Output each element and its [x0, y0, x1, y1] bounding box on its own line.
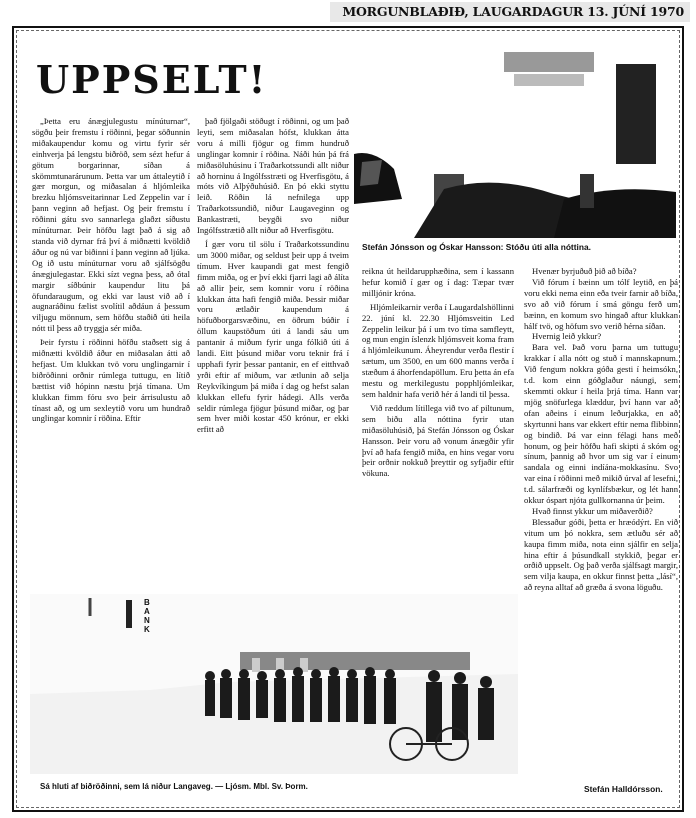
- paragraph: Blessaður góði, þetta er hræódýrt. En við vitum um þó nokkra, sem ætluðu sér að kaupa fimm miða, nota einn sjálfir en selja hina eftir á þúsundkall stykkið, þegar er orðið uppselt. Og það verða sjálfsagt margir, sem vilja kaupa, en okkur finnst þetta „lásí“, að reyna alltaf að græða á svona löguðu.: [524, 516, 678, 593]
- paragraph: Hvenær byrjuðuð þið að bíða?: [532, 266, 637, 276]
- photo-queue: [30, 594, 518, 774]
- article-column-1: [32, 116, 190, 424]
- masthead: MORGUNBLAÐIÐ, LAUGARDAGUR 13. JÚNÍ 1970: [330, 2, 690, 22]
- paragraph: Hvernig leið ykkur?: [532, 331, 602, 342]
- photo-bank-sign: BANK: [144, 598, 150, 634]
- article-column-2: [197, 116, 349, 435]
- paragraph: reikna út heildarupphæðina, sem í kassann hefur komið í gær og í dag: Tæpar tvær milljónir króna.: [362, 266, 514, 298]
- photo-caption: Sá hluti af biðröðinni, sem lá niður Langaveg. — Ljósm. Mbl. Sv. Þorm.: [40, 782, 308, 791]
- paragraph: Þeir fyrstu í röðinni höfðu staðsett sig á miðnætti kvöldið áður en miðasalan átti að hefjast. Um klukkan tvö voru unglingarnir í biðröðinni orðnir rúmlega tuttugu, en lítið bættist við hópinn næstu þrjá tímana. Um klukkan fimm fóru svo þeir árrisulustu að tínast að, og um sexleytið voru um hundrað unglingar komnir í röðina. Eftir: [32, 337, 190, 424]
- paragraph: „Þetta eru ánægjulegustu mínúturnar“, sögðu þeir fremstu í röðinni, þegar söðunnin miðakaupendur komu og virtu fyrir sér einhverja þá lengstu biðröð, sem sézt hefur á götum borgarinnar, síðan á skömmtunarárunum. Þetta var um áttaleytið í gær morgun, og miðasalan á hljómleika brezku hljómsveitarinnar Led Zeppelin var í þann veginn að hefjast. Og þeir fremstu í röðinni gátu svo sannarlega glaðzt síðustu mínúturnar. Þeir höfðu lagt það á sig að standa við dyrnar frá því á miðnætti kvöldið áður og nú var biðinni í þann veginn að ljúka. Og ið ustu mínúturnar voru að sjálfsögðu ánægjulegastar. Ekki sízt vegna þess, að ótal margir síðbúnir kaupendur litu þá öfundaraugum, og ekki var laust við að í augnaráðinu fælist svolítil aðdáun á þessum viljugu mönnum, sem höfðu staðið úti heila nótt til þess að tryggja sér miða.: [32, 116, 190, 334]
- paragraph: Við fórum í bæinn um tólf leytið, en þá voru ekki nema einn eða tveir farnir að bíða, svo að við fórum í smá göngu ferð um bæinn, en komum svo hingað aftur klukkan hálf tvö, og höfum svo verið hérna síðan.: [524, 276, 678, 331]
- photo-two-boys: [354, 34, 676, 238]
- paragraph: Hvað finnst ykkur um miðaverðið?: [532, 505, 653, 516]
- paragraph: Hljómleikarnir verða í Laugardalshöllinni 22. júní kl. 22.30 Hljómsveitin Led Zeppelin leikur þá í um tvo tíma samfleytt, og mun engin íslenzk hljómsveit koma fram á hljómleikunum. Áheyrendur verða flestir í sætum, um 3500, en um 600 manns verða í stæðum á áhorfendapöllum. Eru þetta án efa mestu og merkilegustu popphljómleikar, sem haldnir hafa verið hér á landi til þessa.: [362, 301, 515, 399]
- article-column-4: [524, 266, 678, 593]
- photo-caption: Stefán Jónsson og Óskar Hansson: Stóðu úti alla nóttina.: [362, 242, 591, 252]
- paragraph: það fjölgaði stöðugt í röðinni, og um það leyti, sem miðasalan hófst, klukkan átta voru á milli fjögur og fimm hundruð unglingar komnir í röðina. Náði hún þá frá miðasöluhúsinu í Traðarkotssundi allt niður að horninu á Ingólfsstræti og Hverfisgötu, á móts við Alþýðuhúsið. En þó ekki styttu leið. Röðin lá nefnilega upp Traðarkotssundið, niður Laugaveginn og Bankastræti, beygði svo niður Ingólfsstrætið allt niður að Hverfisgötu.: [197, 116, 349, 236]
- headline: UPPSELT!: [36, 57, 268, 102]
- paragraph: Bara vel. Það voru þarna um tuttugu krakkar í alla nótt og stuð í mannskapnum. Við fengum nokkra góða gesti í heimsókn, t.d. kom einn góðglaður náungi, sem skemmti okkur í heila þrjá tíma. Hann var mjög snöfurlega klæddur, því hann var að ofan aðeins í einum leðurjakka, en að skyrtunni hans var ekkert eftir nema flibbinn og bindið. Þá var einn félagi hans með honum, og þeir höfðu hafi skipti á skóm og sínum, þannig að hvor um sig var í einum sandala og einni indíána-mokkasínu. Svo var eina í röðinni með mikið úrval af lesefni, t.d. sálarfræði og kynlífsbækur, og lét hann okkur óspart njóta gullkornanna úr þeim.: [524, 342, 678, 506]
- paragraph: Við ræddum lítillega við tvo af piltunum, sem biðu alla nóttina fyrir utan miðasöluhúsið, þá Stefán Jónsson og Óskar Hansson. Þeir voru að vonum ánægðir yfir því að hafa fengið miða, en hins vegar voru þeir orðnir nokkuð þreyttir og syfjaðir eftir vökuna.: [362, 402, 514, 479]
- byline: Stefán Halldórsson.: [584, 784, 663, 794]
- paragraph: Í gær voru til sölu í Traðarkotssundinu um 3000 miðar, og seldust þeir upp á tveim tímum. Hver kaupandi gat mest fengið fimm miða, og er því ekki fjarri lagi að álíta að allir þeir, sem komnir voru í röðina klukkan átta hafi fengið miða. Þessir miðar voru ætlaðir kaupendum á höfuðborgarsvæðinu, en öðrum búðir í öllum kaupstöðum úti á landi sáu um pantanir á miðum fyrir unga fólkið úti á landi. Eitt þúsund miðar voru teknir frá í upphafi fyrir þessar pantanir, en ef eitthvað yrði eftir af miðum, var ætlunin að selja Reykvíkingum þá miða í dag og hefst salan klukkan ellefu fyrir hádegi. Alls verða seldir rúmlega fjögur þúsund miðar, og þar sem hver miði kostar 450 krónur, er ekki erfitt að: [197, 238, 349, 435]
- article-column-3: [362, 266, 514, 479]
